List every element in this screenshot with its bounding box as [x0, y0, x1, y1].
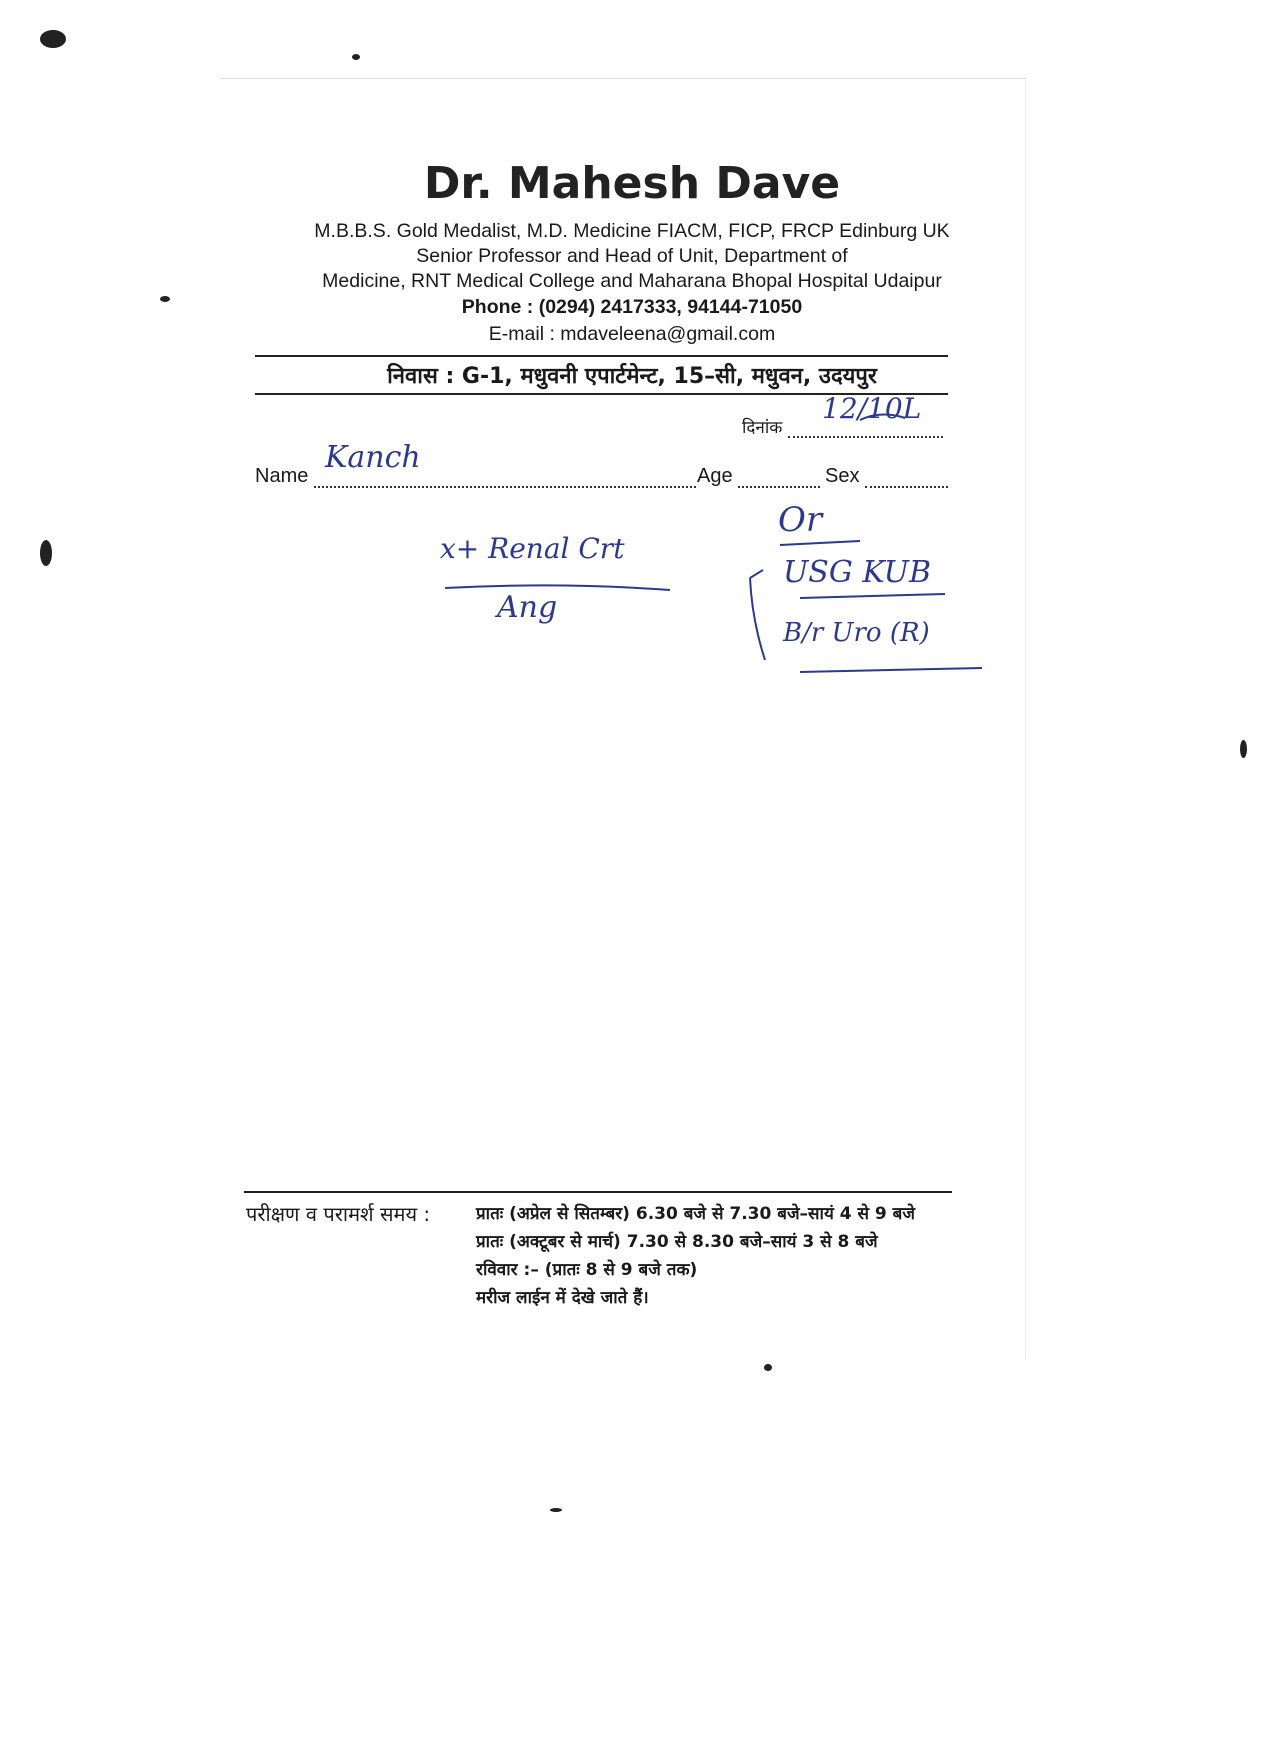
note-right-2: USG KUB	[783, 555, 932, 590]
ink-speck	[1240, 740, 1247, 758]
note-right-1: Or	[778, 500, 823, 540]
institution: Medicine, RNT Medical College and Maharana Bhopal Hospital Udaipur	[322, 270, 942, 292]
residence-address: निवास : G-1, मधुवनी एपार्टमेन्ट, 15–सी, मधुवन, उदयपुर	[387, 364, 877, 389]
footer-divider	[244, 1191, 952, 1193]
timing-line: रविवार :– (प्रातः 8 से 9 बजे तक)	[476, 1260, 698, 1280]
timings-label: परीक्षण व परामर्श समय :	[246, 1202, 431, 1226]
email: E-mail : mdaveleena@gmail.com	[488, 323, 776, 345]
ink-speck	[160, 296, 170, 302]
note-left-1: x+ Renal Crt	[440, 532, 625, 565]
ink-speck	[40, 540, 52, 566]
qualifications: M.B.B.S. Gold Medalist, M.D. Medicine FIACM, FICP, FRCP Edinburg UK	[314, 220, 950, 242]
timing-line: प्रातः (अक्टूबर से मार्च) 7.30 से 8.30 बजे–सायं 3 से 8 बजे	[476, 1232, 878, 1252]
ink-speck	[352, 54, 360, 60]
doctor-name: Dr. Mahesh Dave	[423, 158, 841, 209]
ink-speck	[764, 1364, 772, 1371]
position: Senior Professor and Head of Unit, Department of	[416, 245, 848, 267]
date-label: दिनांक	[742, 418, 783, 438]
note-left-2: Ang	[497, 590, 558, 625]
age-label: Age	[697, 465, 733, 487]
name-label: Name	[255, 465, 309, 487]
note-right-3: B/r Uro (R)	[783, 618, 930, 648]
timings-lines	[476, 1200, 915, 1312]
ink-speck	[550, 1508, 562, 1512]
timing-line: मरीज लाईन में देखे जाते हैं।	[476, 1288, 649, 1308]
date-handwritten: 12/10L	[822, 392, 922, 425]
timing-line: प्रातः (अप्रेल से सितम्बर) 6.30 बजे से 7.30 बजे–सायं 4 से 9 बजे	[476, 1204, 915, 1224]
ink-speck	[40, 30, 66, 48]
phone: Phone : (0294) 2417333, 94144-71050	[461, 296, 803, 318]
sex-label: Sex	[825, 465, 860, 487]
name-handwritten: Kanch	[325, 440, 421, 475]
